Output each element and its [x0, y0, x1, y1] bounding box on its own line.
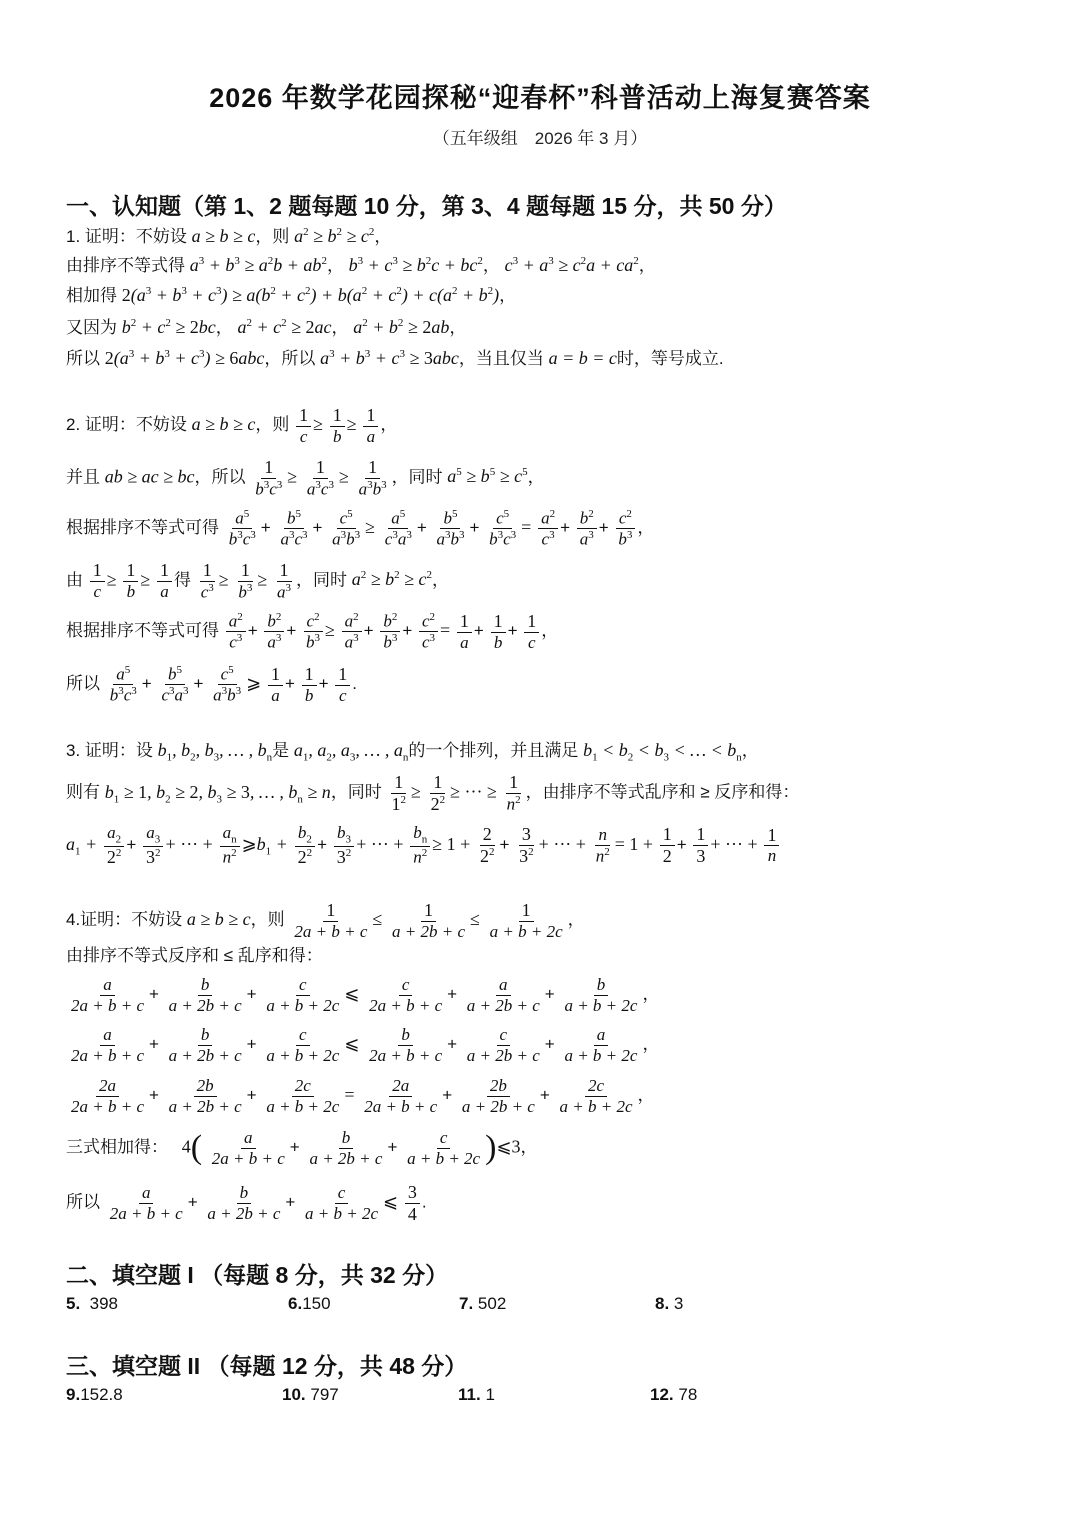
p1-line-2: 由排序不等式得 $a^3 + b^3 \ge a^2b + ab^2$， $b^3 + c^3 \ge b^2c + bc^2$， $c^3 + a^3 \ge c^2a + ca^2$， [66, 255, 656, 275]
section-3-heading: 三、填空题 II （每题 12 分，共 48 分） [66, 1353, 468, 1379]
p3-line-3: $a_1$ + $\frac{a_2}{2^2}$ + $\frac{a_3}{3^2}$ + ··· + $\frac{a_n}{n^2}$ $⩾b_1$ + $\frac{b_2}{2^2}$ + $\frac{b_3}{3^2}$ + ··· + $\frac{b_n}{n^2}$ ≥ 1 + $\frac{2}{2^2}$ + $\frac{3}{3^2}$ + ··· + $\frac{n}{n^2}$ = 1 + $\frac{1}{2}$ + $\frac{1}{3}$ + ··· + $\frac{1}{n}$ [66, 823, 781, 868]
answer-8: 8. 3 [655, 1294, 684, 1313]
p2-line-1: 2. 证明：不妨设 a ≥ b ≥ c，则 $\frac{1}{c}$ ≥ $\frac{1}{b}$ ≥ $\frac{1}{a}$ ， [66, 405, 398, 446]
p2-line-5: 根据排序不等式可得 $\frac{a^2}{c^3}$ + $\frac{b^2}{a^3}$ + $\frac{c^2}{b^3}$ ≥ $\frac{a^2}{a^3}$ + $\frac{b^2}{b^3}$ + $\frac{c^2}{c^3}$ = $\frac{1}{a}$ + $\frac{1}{b}$ + $\frac{1}{c}$ ， [66, 611, 559, 652]
p1-line-3: 相加得 $2(a^3 + b^3 + c^3) \ge a(b^2 + c^2) + b(a^2 + c^2) + c(a^2 + b^2)$， [66, 285, 517, 305]
answer-5: 5. 398 [66, 1294, 119, 1313]
p2-line-4: 由 $\frac{1}{c}$ ≥ $\frac{1}{b}$ ≥ $\frac{1}{a}$ 得 $\frac{1}{c^3}$ ≥ $\frac{1}{b^3}$ ≥ $\frac{1}{a^3}$ ，同时 $a^2 \ge b^2 \ge c^2$， [66, 560, 450, 602]
p4-line-4: $\frac{a}{2a + b + c}$ + $\frac{b}{a + 2b + c}$ + $\frac{c}{a + b + 2c}$ ⩽ $\frac{b}{2a + b + c}$ + $\frac{c}{a + 2b + c}$ + $\frac{a}{a + b + 2c}$ ， [71, 1025, 660, 1065]
page-title: 2026 年数学花园探秘“迎春杯”科普活动上海复赛答案 [209, 83, 871, 113]
answer-6: 6.150 [288, 1294, 331, 1313]
page-subtitle: （五年级组 2026 年 3 月） [432, 129, 648, 148]
p2-line-6: 所以 $\frac{a^5}{b^3c^3}$ + $\frac{b^5}{c^3a^3}$ + $\frac{c^5}{a^3b^3}$ ⩾ $\frac{1}{a}$ + $\frac{1}{b}$ + $\frac{1}{c}$ . [66, 664, 358, 705]
answer-11: 11. 1 [458, 1385, 495, 1404]
p2-line-2: 并且 ab ≥ ac ≥ bc，所以 $\frac{1}{b^3c^3}$ ≥ $\frac{1}{a^3c^3}$ ≥ $\frac{1}{a^3b^3}$ ，同时 $a^5 \ge b^5 \ge c^5$， [66, 457, 545, 499]
answer-12: 12. 78 [650, 1385, 698, 1404]
p4-line-2: 由排序不等式反序和 ≤ 乱序和得： [66, 946, 323, 965]
p4-line-5: $\frac{2a}{2a + b + c}$ + $\frac{2b}{a + 2b + c}$ + $\frac{2c}{a + b + 2c}$ = $\frac{2a}{2a + b + c}$ + $\frac{2b}{a + 2b + c}$ + $\frac{2c}{a + b + 2c}$ ， [71, 1076, 655, 1116]
section-1-heading: 一、认知题（第 1、2 题每题 10 分，第 3、4 题每题 15 分，共 50 分） [66, 193, 787, 219]
answer-7: 7. 502 [459, 1294, 507, 1313]
p1-line-1: 1. 证明：不妨设 a ≥ b ≥ c，则 $a^2 \ge b^2 \ge c^2$， [66, 226, 392, 246]
section-2-heading: 二、填空题 I （每题 8 分，共 32 分） [66, 1262, 449, 1288]
p1-line-4: 又因为 $b^2 + c^2 \ge 2bc$， $a^2 + c^2 \ge 2ac$， $a^2 + b^2 \ge 2ab$， [66, 317, 467, 337]
p1-line-5: 所以 $2(a^3 + b^3 + c^3) \ge 6abc$，所以 $a^3 + b^3 + c^3 \ge 3abc$，当且仅当 a = b = c时，等号成立. [66, 348, 724, 368]
answer-9: 9.152.8 [66, 1385, 123, 1404]
p4-line-7: 所以 $\frac{a}{2a + b + c}$ + $\frac{b}{a + 2b + c}$ + $\frac{c}{a + b + 2c}$ ⩽ $\frac{3}{4}$ . [66, 1182, 427, 1224]
p3-line-2: 则有 $b_1 \ge 1$, $b_2 \ge 2$, $b_3 \ge 3$, … , $b_n \ge n$，同时 $\frac{1}{1^2}$ ≥ $\frac{1}{2^2}$ ≥ ··· ≥ $\frac{1}{n^2}$ ，由排序不等式乱序和 ≥ 反序和得： [66, 772, 800, 814]
p3-line-1: 3. 证明：设 $b_1$, $b_2$, $b_3$, … , $b_n$是 $a_1$, $a_2$, $a_3$, … , $a_n$的一个排列，并且满足 $b_1 < b_2 < b_3$ < … < $b_n$， [66, 740, 759, 764]
p2-line-3: 根据排序不等式可得 $\frac{a^5}{b^3c^3}$ + $\frac{b^5}{a^3c^3}$ + $\frac{c^5}{a^3b^3}$ ≥ $\frac{a^5}{c^3a^3}$ + $\frac{b^5}{a^3b^3}$ + $\frac{c^5}{b^3c^3}$ = $\frac{a^2}{c^3}$ + $\frac{b^2}{a^3}$ + $\frac{c^2}{b^3}$ ， [66, 508, 655, 549]
answer-10: 10. 797 [282, 1385, 339, 1404]
p4-line-6: 三式相加得： 4( $\frac{a}{2a + b + c}$ + $\frac{b}{a + 2b + c}$ + $\frac{c}{a + b + 2c}$ )⩽3， [66, 1128, 538, 1168]
p4-line-1: 4.证明：不妨设 a ≥ b ≥ c，则 $\frac{1}{2a + b + c}$ ≤ $\frac{1}{a + 2b + c}$ ≤ $\frac{1}{a + b + 2c}$ ， [66, 900, 585, 941]
p4-line-3: $\frac{a}{2a + b + c}$ + $\frac{b}{a + 2b + c}$ + $\frac{c}{a + b + 2c}$ ⩽ $\frac{c}{2a + b + c}$ + $\frac{a}{a + 2b + c}$ + $\frac{b}{a + b + 2c}$ ， [71, 975, 660, 1015]
